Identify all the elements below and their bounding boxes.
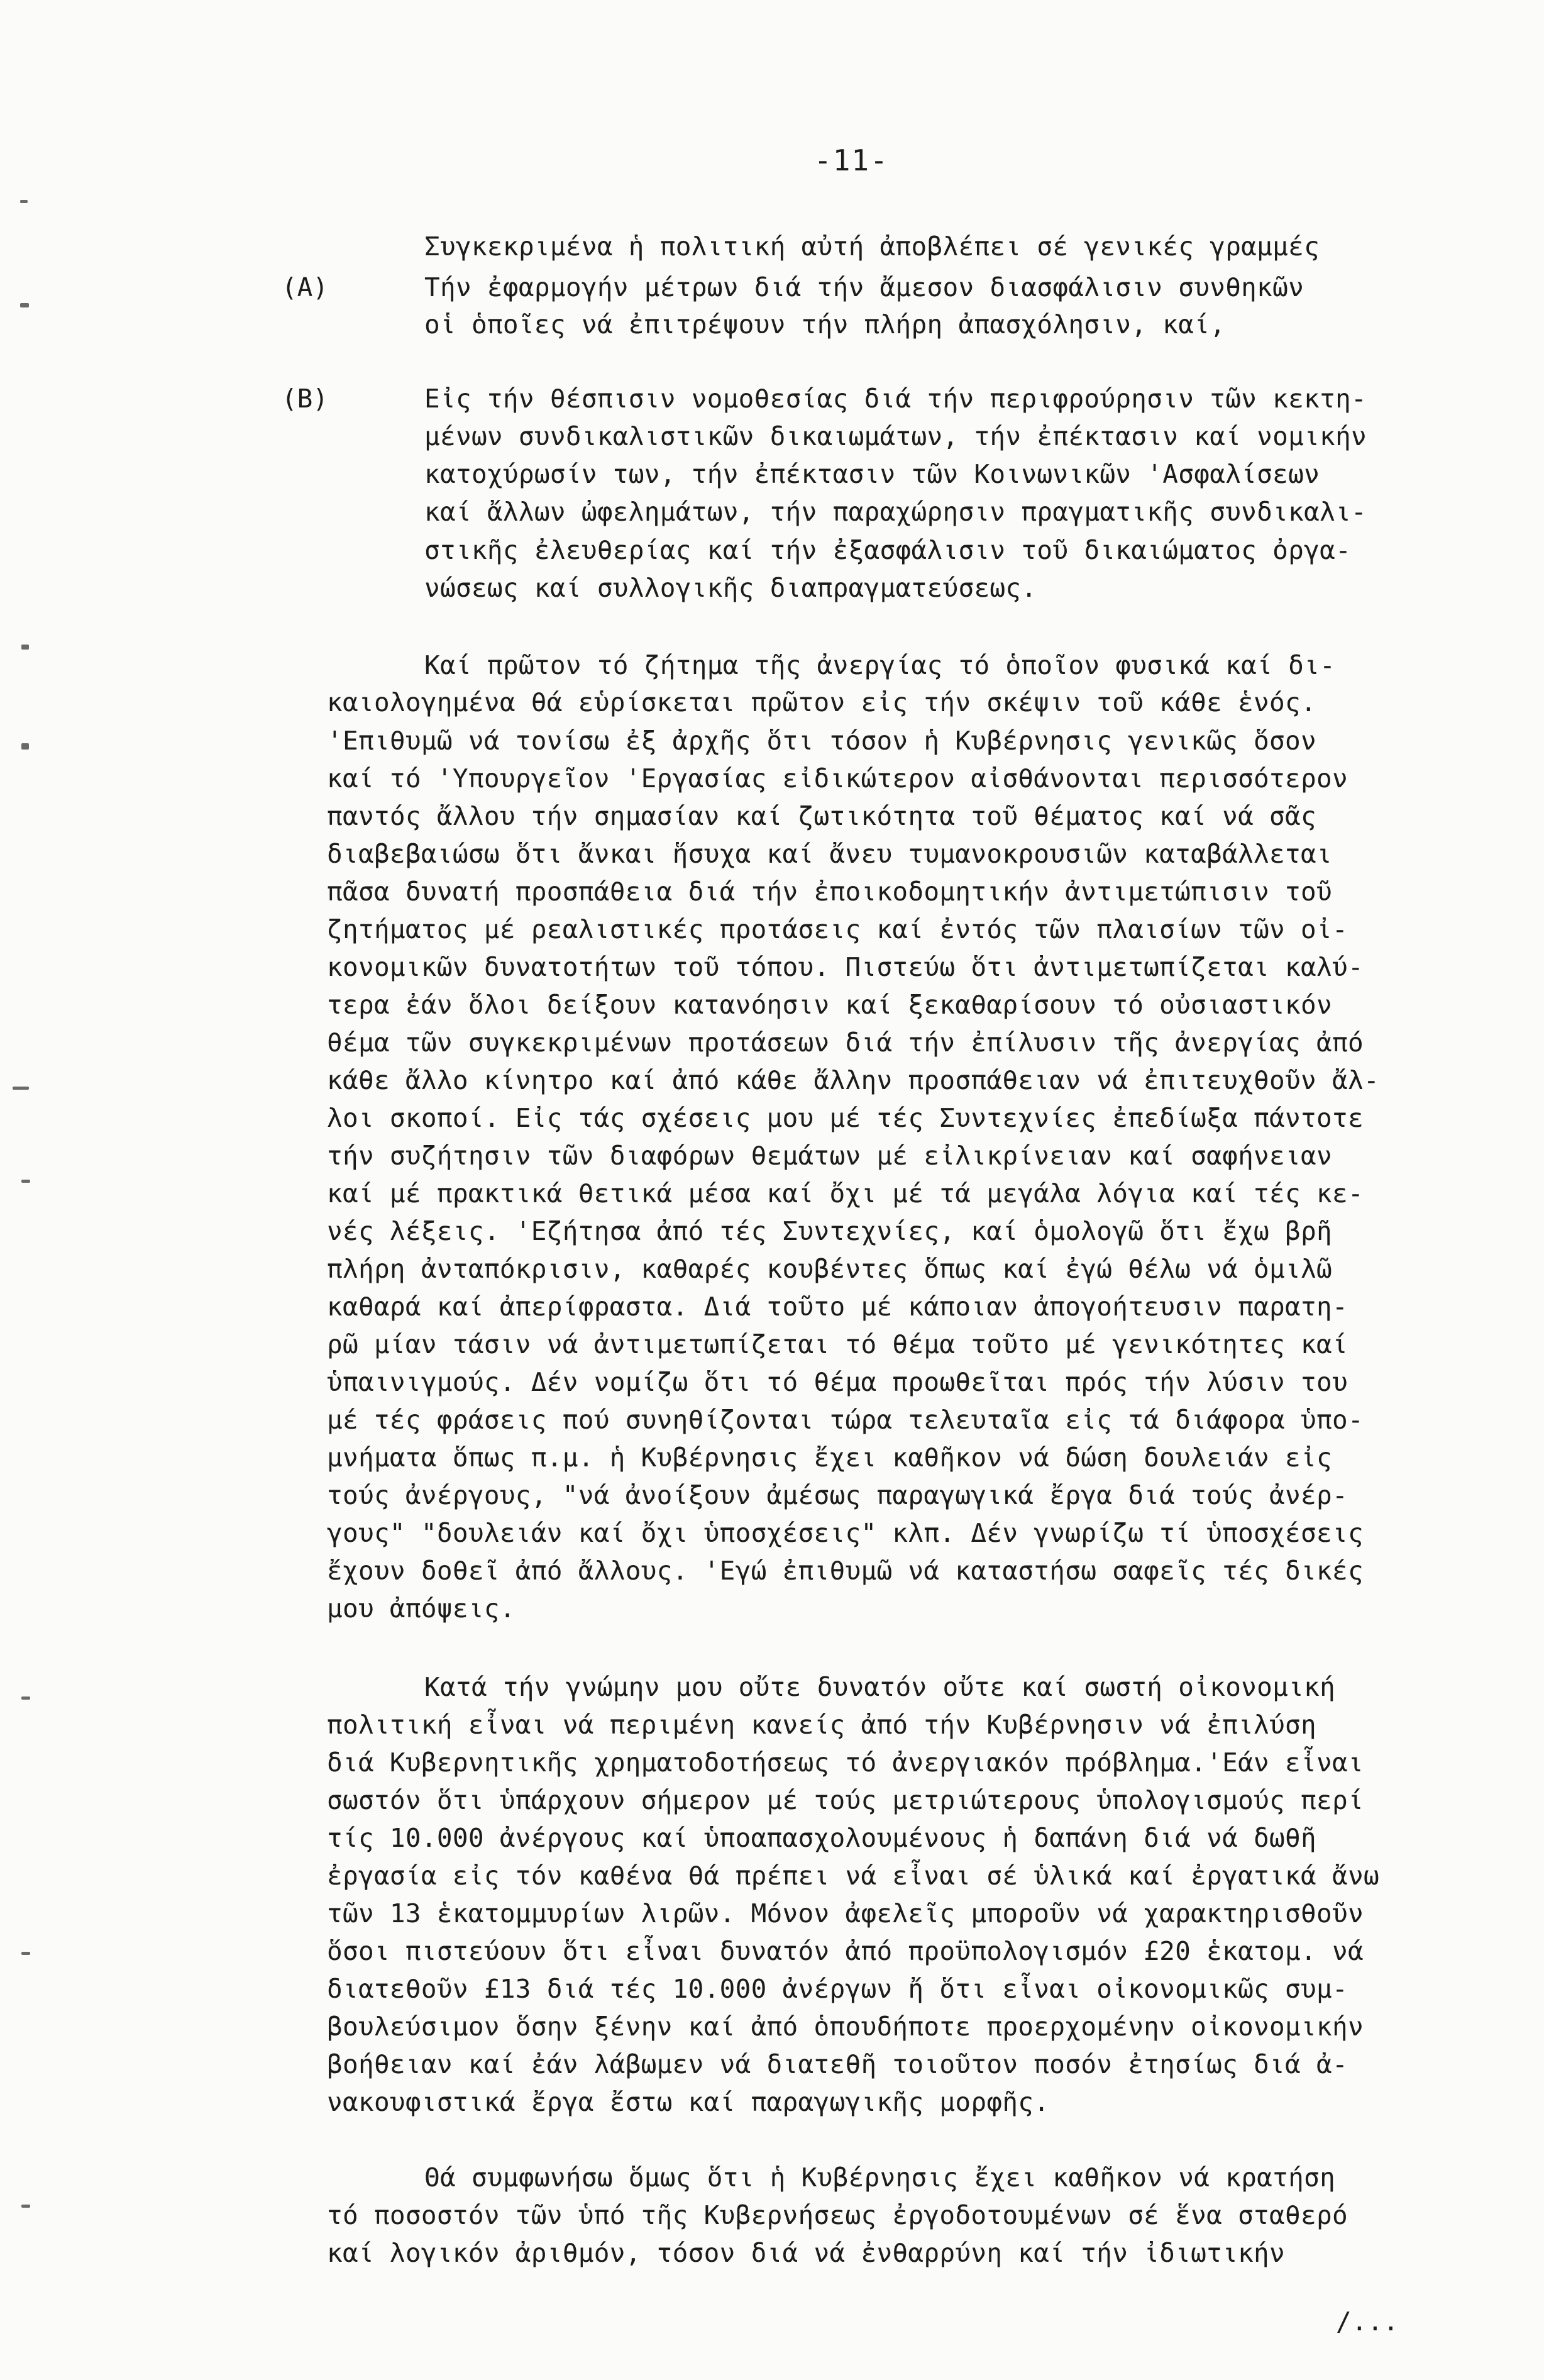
paragraph-line: ὅσοι πιστεύουν ὅτι εἶναι δυνατόν ἀπό προϋπολογισμόν £20 ἑκατομ. νά [327,1936,1364,1966]
paragraph-line: τίς 10.000 ἀνέργους καί ὑποαπασχολουμένους ἡ δαπάνη διά νά δωθῆ [327,1823,1316,1853]
paragraph-line: τό ποσοστόν τῶν ὑπό τῆς Κυβερνήσεως ἐργοδοτουμένων σέ ἕνα σταθερό [327,2200,1348,2230]
paragraph-line: ρῶ μίαν τάσιν νά ἀντιμετωπίζεται τό θέμα τοῦτο μέ γενικότητες καί [327,1329,1348,1359]
scan-mark [20,303,29,307]
paragraph-line: τῶν 13 ἑκατομμυρίων λιρῶν. Μόνον ἀφελεῖς μποροῦν νά χαρακτηρισθοῦν [327,1898,1364,1929]
paragraph-line: μνήματα ὅπως π.μ. ἡ Κυβέρνησις ἔχει καθῆκον νά δώση δουλειάν εἰς [327,1442,1332,1473]
item-line: στικῆς ἐλευθερίας καί τήν ἐξασφάλισιν τοῦ δικαιώματος ὀργα- [424,535,1352,565]
paragraph-line: διατεθοῦν £13 διά τές 10.000 ἀνέργων ἤ ὅτι εἶναι οἰκονομικῶς συμ- [327,1974,1348,2004]
scan-mark [21,743,29,750]
item-line: καί ἄλλων ὠφελημάτων, τήν παραχώρησιν πραγματικῆς συνδικαλι- [424,497,1367,527]
paragraph-line: καθαρά καί ἀπερίφραστα. Διά τοῦτο μέ κάποιαν ἀπογοήτευσιν παρατη- [327,1292,1348,1322]
paragraph-line: μέ τές φράσεις πού συνηθίζονται τώρα τελευταῖα εἰς τά διάφορα ὑπο- [327,1405,1364,1435]
intro-line: Συγκεκριμένα ἡ πολιτική αὐτή ἀποβλέπει σέ γενικές γραμμές [424,231,1320,262]
paragraph-line: τήν συζήτησιν τῶν διαφόρων θεμάτων μέ εἰλικρίνειαν καί σαφήνειαν [327,1141,1332,1171]
scan-mark [21,1696,30,1700]
scan-mark [20,200,28,203]
paragraph-line: καιολογημένα θά εὑρίσκεται πρῶτον εἰς τήν σκέψιν τοῦ κάθε ἑνός. [327,687,1316,717]
paragraph-line: ζητήματος μέ ρεαλιστικές προτάσεις καί ἐντός τῶν πλαισίων τῶν οἰ- [327,914,1348,944]
paragraph-line: κάθε ἄλλο κίνητρο καί ἀπό κάθε ἄλλην προσπάθειαν νά ἐπιτευχθοῦν ἄλ- [327,1065,1379,1095]
item-line: νώσεως καί συλλογικῆς διαπραγματεύσεως. [424,573,1037,603]
paragraph-line: κονομικῶν δυνατοτήτων τοῦ τόπου. Πιστεύω ὅτι ἀντιμετωπίζεται καλύ- [327,952,1364,982]
item-label: (B) [282,384,329,414]
paragraph-line: νακουφιστικά ἔργα ἔστω καί παραγωγικῆς μορφῆς. [327,2087,1050,2117]
paragraph-line: 'Επιθυμῶ νά τονίσω ἐξ ἀρχῆς ὅτι τόσον ἡ Κυβέρνησις γενικῶς ὅσον [327,726,1316,756]
paragraph-line: διαβεβαιώσω ὅτι ἄνκαι ἥσυχα καί ἄνευ τυμανοκρουσιῶν καταβάλλεται [327,839,1332,869]
scan-mark [21,1952,30,1955]
scan-mark [21,1180,30,1183]
item-label: (A) [282,272,329,302]
paragraph-line: πολιτική εἶναι νά περιμένη κανείς ἀπό τήν Κυβέρνησιν νά ἐπιλύση [327,1710,1316,1740]
paragraph-line: τούς ἀνέργους, "νά ἀνοίξουν ἀμέσως παραγωγικά ἔργα διά τούς ἀνέρ- [327,1480,1348,1510]
item-line: Τήν ἐφαρμογήν μέτρων διά τήν ἄμεσον διασφάλισιν συνθηκῶν [424,272,1304,302]
paragraph-line: βοήθειαν καί ἐάν λάβωμεν νά διατεθῆ τοιοῦτον ποσόν ἐτησίως διά ἀ- [327,2049,1348,2079]
paragraph-line: σωστόν ὅτι ὑπάρχουν σήμερον μέ τούς μετριώτερους ὑπολογισμούς περί [327,1785,1364,1815]
paragraph-line: πᾶσα δυνατή προσπάθεια διά τήν ἐποικοδομητικήν ἀντιμετώπισιν τοῦ [327,877,1332,907]
paragraph-line: διά Κυβερνητικῆς χρηματοδοτήσεως τό ἀνεργιακόν πρόβλημα.'Εάν εἶναι [327,1747,1364,1778]
scan-mark [21,2205,30,2208]
paragraph-line: πλήρη ἀνταπόκρισιν, καθαρές κουβέντες ὅπως καί ἐγώ θέλω νά ὁμιλῶ [327,1254,1332,1284]
paragraph-line: καί τό 'Υπουργεῖον 'Εργασίας εἰδικώτερον αἰσθάνονται περισσότερον [327,763,1348,794]
item-line: κατοχύρωσίν των, τήν ἐπέκτασιν τῶν Κοινωνικῶν 'Ασφαλίσεων [424,459,1320,489]
scan-mark [13,1087,29,1090]
paragraph-line: καί λογικόν ἀριθμόν, τόσον διά νά ἐνθαρρύνη καί τήν ἰδιωτικήν [327,2238,1286,2268]
paragraph-line: τερα ἐάν ὅλοι δείξουν κατανόησιν καί ξεκαθαρίσουν τό οὐσιαστικόν [327,990,1332,1020]
scan-mark [21,645,29,650]
page-number: -11- [814,143,889,177]
paragraph-line: λοι σκοποί. Εἰς τάς σχέσεις μου μέ τές Συντεχνίες ἐπεδίωξα πάντοτε [327,1103,1364,1133]
item-line: Εἰς τήν θέσπισιν νομοθεσίας διά τήν περιφρούρησιν τῶν κεκτη- [424,384,1367,414]
paragraph-line: ὑπαινιγμούς. Δέν νομίζω ὅτι τό θέμα προωθεῖται πρός τήν λύσιν του [327,1367,1348,1397]
paragraph-line: θέμα τῶν συγκεκριμένων προτάσεων διά τήν ἐπίλυσιν τῆς ἀνεργίας ἀπό [327,1027,1364,1058]
paragraph-line: ἔχουν δοθεῖ ἀπό ἄλλους. 'Εγώ ἐπιθυμῶ νά καταστήσω σαφεῖς τές δικές [327,1556,1364,1586]
paragraph-line: Καί πρῶτον τό ζήτημα τῆς ἀνεργίας τό ὁποῖον φυσικά καί δι- [424,650,1336,680]
paragraph-line: βουλεύσιμον ὅσην ξένην καί ἀπό ὁπουδήποτε προερχομένην οἰκονομικήν [327,2012,1364,2042]
paragraph-line: καί μέ πρακτικά θετικά μέσα καί ὄχι μέ τά μεγάλα λόγια καί τές κε- [327,1178,1364,1209]
paragraph-line: γους" "δουλειάν καί ὄχι ὑποσχέσεις" κλπ. Δέν γνωρίζω τί ὑποσχέσεις [327,1518,1364,1548]
paragraph-line: παντός ἄλλου τήν σημασίαν καί ζωτικότητα τοῦ θέματος καί νά σᾶς [327,801,1316,831]
paragraph-line: Κατά τήν γνώμην μου οὔτε δυνατόν οὔτε καί σωστή οἰκονομική [424,1672,1336,1702]
paragraph-line: νές λέξεις. 'Εζήτησα ἀπό τές Συντεχνίες, καί ὁμολογῶ ὅτι ἔχω βρῆ [327,1216,1332,1246]
item-line: μένων συνδικαλιστικῶν δικαιωμάτων, τήν ἐπέκτασιν καί νομικήν [424,421,1367,451]
continuation-mark: /... [1336,2306,1399,2337]
item-line: οἱ ὁποῖες νά ἐπιτρέψουν τήν πλήρη ἀπασχόλησιν, καί, [424,309,1226,340]
paragraph-line: ἐργασία εἰς τόν καθένα θά πρέπει νά εἶναι σέ ὑλικά καί ἐργατικά ἄνω [327,1861,1379,1891]
paragraph-line: μου ἀπόψεις. [327,1593,516,1624]
paragraph-line: Θά συμφωνήσω ὅμως ὅτι ἡ Κυβέρνησις ἔχει καθῆκον νά κρατήση [424,2162,1336,2193]
